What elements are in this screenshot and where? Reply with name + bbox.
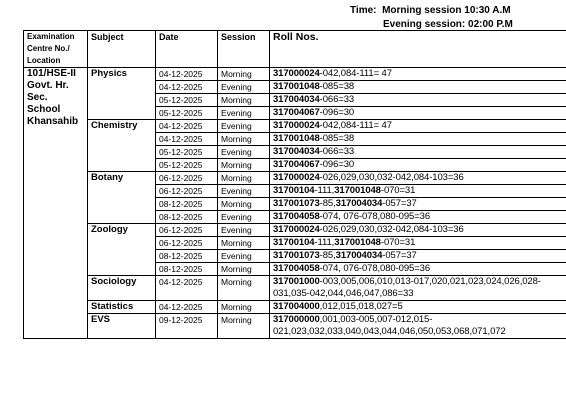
roll-numbers-cell [270,146,566,159]
date-cell: 05-12-2025 [156,107,218,120]
roll-prefix: 317001000 [273,276,320,287]
time-morning-line [350,4,513,18]
roll-prefix: 317000000 [273,314,320,325]
roll-range: -026,029,030,032-042,084-103=36 [319,172,464,183]
roll-numbers-cell [270,120,566,133]
header-centre-line: Examination [27,32,75,41]
date-cell: 06-12-2025 [156,172,218,185]
morning-session-time: Morning session 10:30 A.M [382,5,511,16]
roll-prefix: 317004034 [335,250,383,261]
date-cell: 04-12-2025 [156,301,218,314]
roll-range: -070=31 [380,237,416,248]
subject-cell: Zoology [88,224,156,276]
roll-prefix: 317004034 [273,94,320,105]
session-cell: Evening [218,146,270,159]
exam-centre-line: School [27,104,61,115]
evening-session-time: Evening session: 02:00 P.M [383,19,513,30]
subject-cell: Statistics [88,301,156,314]
session-cell: Morning [218,94,270,107]
roll-numbers-cell [270,211,566,224]
roll-prefix: 317001048 [273,133,320,144]
roll-prefix: 317001073 [273,198,320,209]
date-cell: 04-12-2025 [156,68,218,81]
roll-prefix: 317004034 [335,198,383,209]
roll-prefix: 317004034 [273,146,320,157]
session-cell: Evening [218,211,270,224]
date-cell: 06-12-2025 [156,224,218,237]
roll-prefix: 317004058 [273,263,320,274]
roll-numbers-cell [270,94,566,107]
roll-range: ,001,003-005,007-012,015-021,023,032,033,040,043,044,046,050,053,068,071,072 [273,314,506,337]
schedule-body [24,68,566,339]
roll-numbers-cell [270,185,566,198]
roll-prefix: 317004058 [273,211,320,222]
roll-range: -070=31 [380,185,416,196]
date-cell: 06-12-2025 [156,185,218,198]
roll-range: -066=33 [319,94,355,105]
session-cell: Evening [218,81,270,94]
roll-numbers-cell [270,263,566,276]
exam-schedule-table [23,30,566,339]
header-date: Date [156,31,218,68]
session-cell: Morning [218,198,270,211]
roll-range: -85, [319,198,336,209]
header-centre-line: Centre No./ [27,44,70,53]
roll-prefix: 317001048 [334,237,381,248]
roll-prefix: 317004067 [273,107,320,118]
subject-cell: Sociology [88,276,156,301]
roll-range: -111, [314,237,335,248]
roll-range: -096=30 [319,159,355,170]
date-cell: 08-12-2025 [156,250,218,263]
roll-numbers-cell [270,159,566,172]
table-row [24,172,566,185]
roll-prefix: 317000024 [273,120,320,131]
exam-centre-cell [24,68,88,339]
date-cell: 08-12-2025 [156,198,218,211]
session-cell: Morning [218,237,270,250]
roll-prefix: 317001048 [273,81,320,92]
roll-range: -085=38 [319,81,355,92]
session-cell: Evening [218,224,270,237]
roll-prefix: 317000024 [273,172,320,183]
header-session: Session [218,31,270,68]
roll-numbers-cell [270,107,566,120]
exam-centre-line: Khansahib [27,116,79,127]
session-cell: Morning [218,276,270,301]
roll-prefix: 317000024 [273,224,320,235]
session-cell: Morning [218,68,270,81]
header-roll-nos: Roll Nos. [270,31,566,68]
roll-range: -074, 076-078,080-095=36 [319,211,431,222]
roll-range: -057=37 [382,198,417,209]
roll-range: -111, [314,185,335,196]
header-subject: Subject [88,31,156,68]
exam-centre-line: Govt. Hr. [27,80,69,91]
table-row [24,314,566,339]
roll-prefix: 31700104 [273,237,315,248]
header-centre [24,31,88,68]
subject-cell: EVS [88,314,156,339]
roll-prefix: 317004000 [273,301,320,312]
date-cell: 06-12-2025 [156,237,218,250]
exam-centre-line: Sec. [27,92,48,103]
session-cell: Morning [218,172,270,185]
session-cell: Evening [218,250,270,263]
session-cell: Morning [218,263,270,276]
roll-numbers-cell [270,237,566,250]
subject-cell: Botany [88,172,156,224]
date-cell: 04-12-2025 [156,81,218,94]
roll-numbers-cell [270,224,566,237]
roll-range: -003,005,006,010,013-017,020,021,023,024,026,028-031,035-042,044,046,047,086=33 [273,276,541,299]
session-times [350,4,513,32]
table-row [24,276,566,301]
session-cell: Morning [218,159,270,172]
exam-centre-line: 101/HSE-II [27,68,76,79]
roll-numbers-cell [270,301,566,314]
header-row [24,31,566,68]
roll-range: -042,084-111= 47 [319,120,392,131]
table-row [24,301,566,314]
roll-range: -057=37 [382,250,417,261]
roll-prefix: 317004067 [273,159,320,170]
roll-numbers-cell [270,276,566,301]
table-row [24,224,566,237]
roll-range: -096=30 [319,107,355,118]
session-cell: Morning [218,133,270,146]
roll-prefix: 317000024 [273,68,320,79]
session-cell: Morning [218,301,270,314]
subject-cell: Chemistry [88,120,156,172]
date-cell: 08-12-2025 [156,263,218,276]
date-cell: 05-12-2025 [156,159,218,172]
roll-numbers-cell [270,198,566,211]
session-cell: Evening [218,120,270,133]
session-cell: Evening [218,107,270,120]
date-cell: 04-12-2025 [156,120,218,133]
date-cell: 04-12-2025 [156,133,218,146]
roll-range: -85, [319,250,336,261]
roll-range: -085=38 [319,133,355,144]
table-row [24,120,566,133]
date-cell: 09-12-2025 [156,314,218,339]
session-cell: Morning [218,314,270,339]
roll-range: -026,029,030,032-042,084-103=36 [319,224,464,235]
roll-prefix: 31700104 [273,185,315,196]
header-centre-line: Location [27,56,61,65]
roll-numbers-cell [270,133,566,146]
date-cell: 04-12-2025 [156,276,218,301]
date-cell: 08-12-2025 [156,211,218,224]
roll-range: ,012,015,018,027=5 [319,301,403,312]
roll-numbers-cell [270,250,566,263]
date-cell: 05-12-2025 [156,94,218,107]
roll-numbers-cell [270,314,566,339]
roll-prefix: 317001048 [334,185,381,196]
roll-range: -074, 076-078,080-095=36 [319,263,431,274]
time-label: Time: [350,5,377,16]
roll-numbers-cell [270,81,566,94]
roll-numbers-cell [270,172,566,185]
roll-range: -042,084-111= 47 [319,68,392,79]
roll-range: -066=33 [319,146,355,157]
roll-numbers-cell [270,68,566,81]
date-cell: 05-12-2025 [156,146,218,159]
table-row [24,68,566,81]
subject-cell: Physics [88,68,156,120]
session-cell: Evening [218,185,270,198]
roll-prefix: 317001073 [273,250,320,261]
